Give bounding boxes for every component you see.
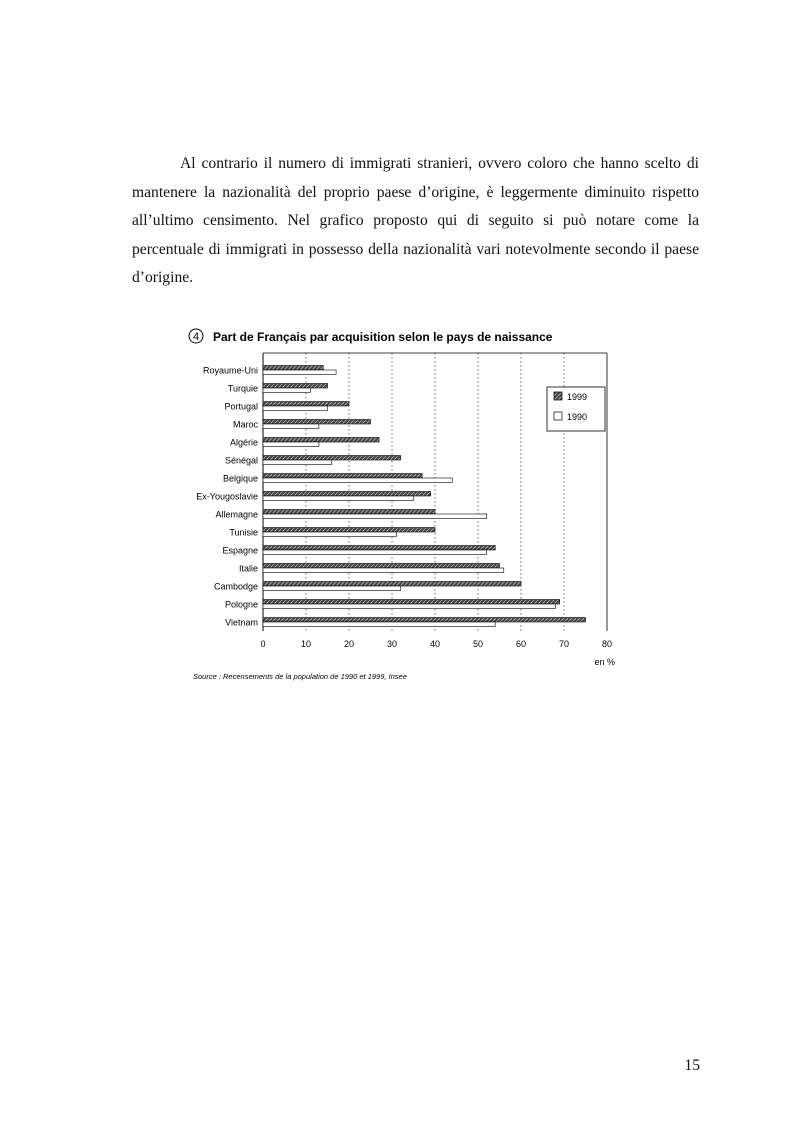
category-label-14: Vietnam (225, 617, 258, 628)
legend-swatch-1999 (554, 392, 562, 400)
category-label-1: Turquie (227, 383, 258, 394)
category-label-8: Allemagne (215, 509, 258, 520)
bar-1999-3 (263, 420, 371, 425)
bar-1990-12 (263, 586, 401, 591)
bar-1999-2 (263, 402, 349, 407)
category-label-7: Ex-Yougoslavie (196, 491, 258, 502)
legend-swatch-1990 (554, 412, 562, 420)
category-label-3: Maroc (232, 419, 258, 430)
x-tick-label-10: 10 (300, 639, 312, 649)
chart-title: Part de Français par acquisition selon le pays de naissance (213, 330, 553, 344)
figure-number: 4 (192, 331, 200, 343)
category-label-4: Algérie (229, 437, 258, 448)
x-tick-label-60: 60 (515, 639, 527, 649)
bar-1990-7 (263, 496, 414, 501)
category-label-0: Royaume-Uni (202, 365, 258, 376)
chart-source: Source : Recensements de la population de 1990 et 1999, Insee (193, 672, 407, 681)
bar-1999-7 (263, 492, 431, 497)
category-label-5: Sénégal (224, 455, 258, 466)
legend-label-1990: 1990 (567, 412, 588, 422)
bar-1990-2 (263, 406, 328, 411)
bar-1999-8 (263, 510, 435, 515)
bar-1990-8 (263, 514, 487, 519)
x-tick-label-30: 30 (386, 639, 398, 649)
body-paragraph: Al contrario il numero di immigrati stranieri, ovvero coloro che hanno scelto di mantenere la nazionalità del proprio paese d’origine, è leggermente diminuito rispetto all’ultimo censimento. Nel grafico proposto qui di seguito si può notare come la percentuale di immigrati in possesso della nazionalità vari notevolmente secondo il paese d’origine. (132, 155, 699, 286)
bar-1990-10 (263, 550, 487, 555)
chart-figure (185, 325, 625, 690)
x-tick-label-50: 50 (472, 639, 484, 649)
bar-1990-9 (263, 532, 396, 537)
x-tick-label-70: 70 (558, 639, 570, 649)
x-axis-label: en % (594, 657, 615, 667)
category-label-2: Portugal (224, 401, 258, 412)
bar-1999-14 (263, 618, 586, 623)
category-label-12: Cambodge (213, 581, 258, 592)
bar-1990-13 (263, 604, 555, 609)
page-number: 15 (684, 1057, 700, 1074)
x-tick-label-20: 20 (343, 639, 355, 649)
bar-1990-4 (263, 442, 319, 447)
bar-1999-4 (263, 438, 379, 443)
category-label-13: Pologne (224, 599, 258, 610)
bar-1999-5 (263, 456, 401, 461)
bar-1990-11 (263, 568, 504, 573)
bar-1999-1 (263, 384, 328, 389)
category-label-11: Italie (238, 563, 258, 574)
bar-1990-1 (263, 388, 310, 393)
category-label-10: Espagne (222, 545, 258, 556)
bar-1999-13 (263, 600, 560, 605)
bar-1990-6 (263, 478, 452, 483)
x-tick-label-40: 40 (429, 639, 441, 649)
bar-1990-5 (263, 460, 332, 465)
x-tick-label-80: 80 (601, 639, 613, 649)
bar-1990-14 (263, 622, 495, 627)
bar-chart (185, 325, 625, 690)
legend-label-1999: 1999 (567, 392, 588, 402)
category-label-9: Tunisie (229, 527, 258, 538)
bar-1999-10 (263, 546, 495, 551)
bar-1999-12 (263, 582, 521, 587)
category-label-6: Belgique (222, 473, 258, 484)
bar-1999-0 (263, 366, 323, 371)
bar-1990-0 (263, 370, 336, 375)
bar-1990-3 (263, 424, 319, 429)
bar-1999-9 (263, 528, 435, 533)
bar-1999-6 (263, 474, 422, 479)
x-tick-label-0: 0 (260, 639, 266, 649)
bar-1999-11 (263, 564, 500, 569)
